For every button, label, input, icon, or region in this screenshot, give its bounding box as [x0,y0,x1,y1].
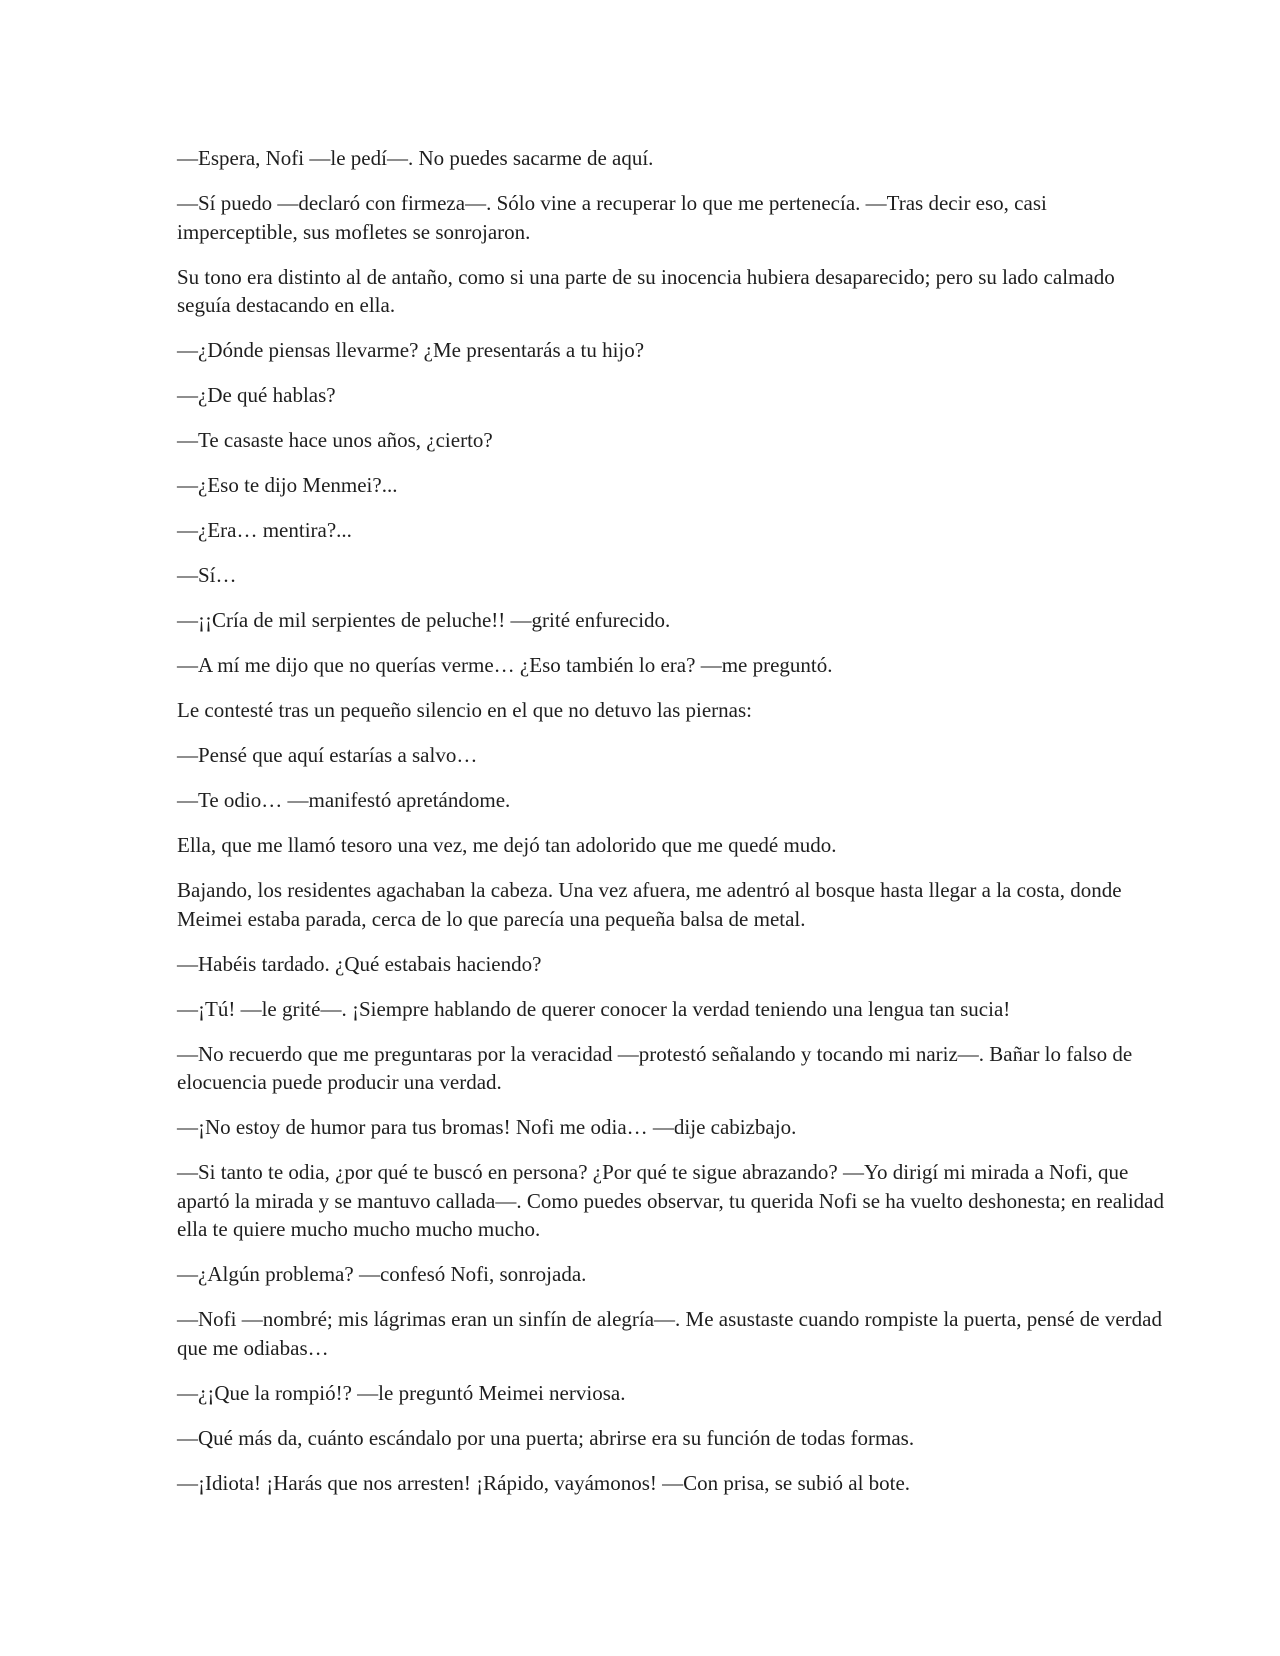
paragraph: —¿Algún problema? —confesó Nofi, sonrojada. [177,1262,587,1286]
paragraph: Su tono era distinto al de antaño, como si una parte de su inocencia hubiera desaparecido; pero su lado calmado seguía destacando en ella. [177,264,1115,317]
paragraph: —¿De qué hablas? [177,383,336,407]
paragraph: —A mí me dijo que no querías verme… ¿Eso también lo era? —me preguntó. [177,653,833,677]
paragraph: —Sí… [177,563,237,587]
paragraph: —¡¡Cría de mil serpientes de peluche!! —grité enfurecido. [177,608,671,632]
paragraph: —Qué más da, cuánto escándalo por una puerta; abrirse era su función de todas formas. [177,1425,915,1450]
paragraph: —¡Tú! —le grité—. ¡Siempre hablando de querer conocer la verdad teniendo una lengua tan sucia! [177,996,1011,1021]
paragraph: Bajando, los residentes agachaban la cabeza. Una vez afuera, me adentró al bosque hasta llegar a la costa, donde Meimei estaba parada, cerca de lo que parecía una pequeña balsa de metal. [177,878,1122,931]
paragraph: —¿Dónde piensas llevarme? ¿Me presentarás a tu hijo? [177,338,645,362]
paragraph: —Nofi —nombré; mis lágrimas eran un sinfín de alegría—. Me asustaste cuando rompiste la puerta, pensé de verdad que me odiabas… [177,1307,1162,1360]
paragraph: —¿Eso te dijo Menmei?... [177,473,398,497]
paragraph: Ella, que me llamó tesoro una vez, me dejó tan adolorido que me quedé mudo. [177,833,837,857]
paragraph: —Pensé que aquí estarías a salvo… [177,743,478,767]
paragraph: —Te odio… —manifestó apretándome. [177,788,511,812]
paragraph: —¡Idiota! ¡Harás que nos arresten! ¡Rápido, vayámonos! —Con prisa, se subió al bote. [177,1470,911,1495]
paragraph: —¿¡Que la rompió!? —le preguntó Meimei nerviosa. [177,1380,626,1405]
paragraph: —Sí puedo —declaró con firmeza—. Sólo vine a recuperar lo que me pertenecía. —Tras decir eso, casi imperceptible, sus mofletes se sonrojaron. [177,191,1047,244]
paragraph: —Habéis tardado. ¿Qué estabais haciendo? [177,951,542,976]
paragraph: —Te casaste hace unos años, ¿cierto? [177,428,493,452]
paragraph: —¿Era… mentira?... [177,518,352,542]
paragraph: —No recuerdo que me preguntaras por la veracidad —protestó señalando y tocando mi nariz—. Bañar lo falso de elocuencia puede producir una verdad. [177,1041,1133,1094]
body-text [177,144,1165,1514]
paragraph: —Si tanto te odia, ¿por qué te buscó en persona? ¿Por qué te sigue abrazando? —Yo dirigí mi mirada a Nofi, que apartó la mirada y se mantuvo callada—. Como puedes observar, tu querida Nofi se ha vuelto deshonesta; en realidad ella te quiere mucho mucho mucho mucho. [177,1160,1164,1241]
paragraph: —¡No estoy de humor para tus bromas! Nofi me odia… —dije cabizbajo. [177,1115,797,1139]
paragraph: Le contesté tras un pequeño silencio en el que no detuvo las piernas: [177,698,752,722]
paragraph: —Espera, Nofi —le pedí—. No puedes sacarme de aquí. [177,146,654,170]
